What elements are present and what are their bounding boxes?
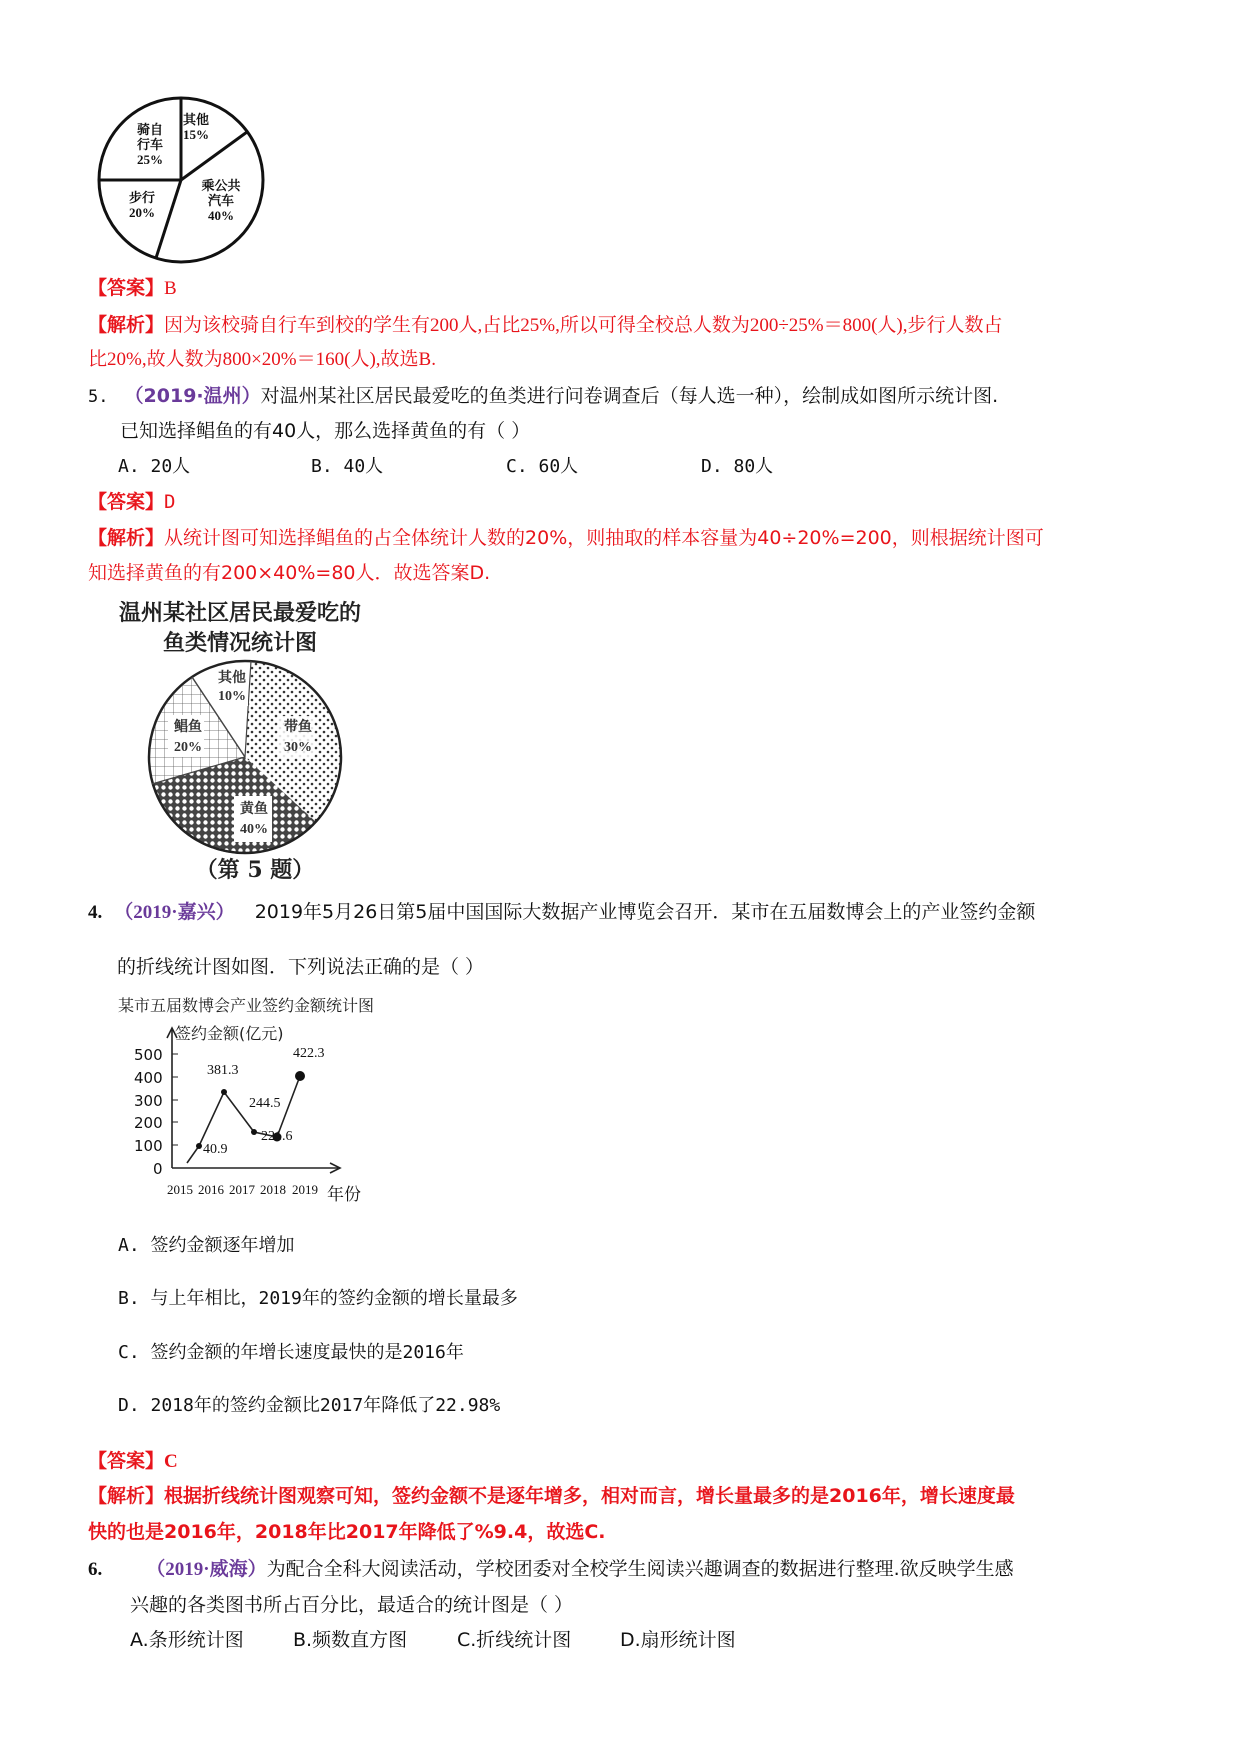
value-label: 244.5: [249, 1096, 281, 1111]
pie-label-text: 鲳鱼: [174, 720, 202, 735]
y-tick: 0: [153, 1160, 163, 1178]
question-text: 2019年5月26日第5届中国国际大数据产业博览会召开．某市在五届数博会上的产业签约金额: [254, 901, 1036, 923]
analysis-line: [88, 526, 1044, 550]
pie-label-text: 汽车: [207, 193, 234, 208]
pie-label-pct: 20%: [129, 205, 155, 220]
option-b: B. 40人: [311, 456, 384, 477]
option-b: B.频数直方图: [293, 1629, 408, 1651]
x-tick: 2016: [198, 1182, 224, 1197]
fish-chart-title: [95, 598, 385, 658]
option-c: C. 签约金额的年增长速度最快的是2016年: [118, 1342, 464, 1363]
question-text: 对温州某社区居民最爱吃的鱼类进行问卷调查后（每人选一种），绘制成如图所示统计图.: [260, 385, 999, 407]
question-number: 6.: [88, 1559, 103, 1580]
value-label: 422.3: [293, 1046, 325, 1061]
pie-label-text: 其他: [183, 112, 210, 127]
answer-line: [88, 276, 177, 301]
value-label: 221.6: [261, 1129, 293, 1144]
answer-label: 【答案】: [88, 277, 165, 299]
chart-title-line: 温州某社区居民最爱吃的: [118, 600, 361, 626]
pie-label-text: 其他: [218, 671, 246, 686]
analysis-text: 从统计图可知选择鲳鱼的占全体统计人数的20%，则抽取的样本容量为40÷20%=200，则根据统计图可: [164, 527, 1044, 549]
question-number: 5.: [88, 387, 109, 407]
y-tick: 100: [134, 1137, 163, 1155]
pie-label-pct: 40%: [240, 822, 268, 837]
pie-label-text: 乘公共: [201, 178, 241, 193]
question-text: 为配合全科大阅读活动，学校团委对全校学生阅读兴趣调查的数据进行整理.欲反映学生感: [266, 1558, 1014, 1580]
option-b: B. 与上年相比，2019年的签约金额的增长量最多: [118, 1288, 518, 1309]
chart-title-line: 鱼类情况统计图: [162, 630, 317, 656]
fish-label-yellow-croaker: [234, 800, 274, 840]
answer-line: [88, 1449, 178, 1474]
x-axis-label: 年份: [327, 1185, 361, 1205]
pie-label-text: 步行: [128, 190, 155, 205]
option-a: A. 20人: [118, 456, 191, 477]
answer-value: C: [164, 1451, 178, 1472]
pie-label-walk: [122, 190, 162, 220]
x-tick: 2019: [292, 1182, 318, 1197]
option-d: D.扇形统计图: [620, 1629, 736, 1651]
pie-label-pct: 15%: [183, 127, 209, 142]
analysis-text: 根据折线统计图观察可知，签约金额不是逐年增多，相对而言，增长量最多的是2016年，增长速度最: [164, 1485, 1015, 1507]
question-source: （2019·威海）: [146, 1559, 267, 1580]
pie-label-pct: 30%: [284, 740, 312, 755]
answer-label: 【答案】: [88, 1450, 165, 1472]
value-label: 381.3: [207, 1063, 239, 1078]
option-c: C. 60人: [506, 456, 579, 477]
q5-stem-line-2: 已知选择鲳鱼的有40人，那么选择黄鱼的有（ ）: [120, 420, 531, 442]
value-label: 40.9: [203, 1142, 228, 1157]
pie-label-pct: 20%: [174, 740, 202, 755]
question-source: （2019·嘉兴）: [114, 902, 235, 923]
figure-caption: （第 5 题）: [195, 857, 315, 883]
answer-value: D: [164, 491, 176, 513]
pie-label-other: [183, 112, 223, 142]
pie-label-bus: [196, 178, 246, 223]
x-tick: 2017: [229, 1182, 255, 1197]
pie-label-text: 行车: [136, 137, 163, 152]
q6-stem: [88, 1557, 1014, 1582]
analysis-label: 【解析】: [88, 314, 165, 336]
q6-stem-line-2: 兴趣的各类图书所占百分比，最适合的统计图是（ ）: [130, 1594, 574, 1616]
q5-stem: [88, 384, 998, 409]
y-tick: 200: [134, 1114, 163, 1132]
answer-line: [88, 490, 175, 514]
q4-stem-line-2: 的折线统计图如图．下列说法正确的是（ ）: [117, 956, 485, 978]
analysis-label: 【解析】: [88, 1485, 165, 1507]
option-a: A. 签约金额逐年增加: [118, 1235, 295, 1256]
pie-label-pct: 10%: [218, 689, 246, 704]
y-tick: 400: [134, 1069, 163, 1087]
q4-stem: [88, 900, 1035, 925]
pie-label-text: 骑自: [136, 122, 163, 137]
analysis-line: [88, 313, 1003, 338]
line-chart-title: 某市五届数博会产业签约金额统计图: [118, 996, 375, 1015]
pie-label-pct: 40%: [208, 208, 234, 223]
fish-label-pomfret: [168, 718, 208, 758]
analysis-label: 【解析】: [88, 527, 165, 549]
question-source: （2019·温州）: [124, 385, 261, 407]
x-tick: 2018: [260, 1182, 286, 1197]
option-d: D. 80人: [701, 456, 774, 477]
fish-label-hairtail: [278, 718, 318, 758]
pie-label-text: 带鱼: [284, 720, 312, 735]
pie-label-bicycle: [130, 122, 170, 167]
question-number: 4.: [88, 902, 103, 923]
answer-label: 【答案】: [88, 491, 165, 513]
answer-value: B: [164, 278, 177, 299]
analysis-line: [88, 1484, 1015, 1508]
fish-label-other: [214, 670, 250, 706]
option-a: A.条形统计图: [130, 1629, 244, 1651]
analysis-line-2: 比20%,故人数为800×20%＝160(人),故选B.: [88, 349, 436, 370]
pie-label-text: 黄鱼: [240, 802, 268, 817]
option-c: C.折线统计图: [457, 1629, 572, 1651]
pie-label-pct: 25%: [137, 152, 163, 167]
y-tick: 300: [134, 1092, 163, 1110]
option-d: D. 2018年的签约金额比2017年降低了22.98%: [118, 1395, 501, 1416]
analysis-line-2: 知选择黄鱼的有200×40%=80人．故选答案D.: [88, 562, 491, 584]
line-chart-ylabel: 签约金额(亿元): [175, 1024, 284, 1043]
y-tick: 500: [134, 1046, 163, 1064]
analysis-text: 因为该校骑自行车到校的学生有200人,占比25%,所以可得全校总人数为200÷25%＝800(人),步行人数占: [164, 315, 1003, 336]
analysis-line-2: 快的也是2016年，2018年比2017年降低了%9.4，故选C.: [88, 1521, 606, 1543]
x-tick: 2015: [167, 1182, 193, 1197]
